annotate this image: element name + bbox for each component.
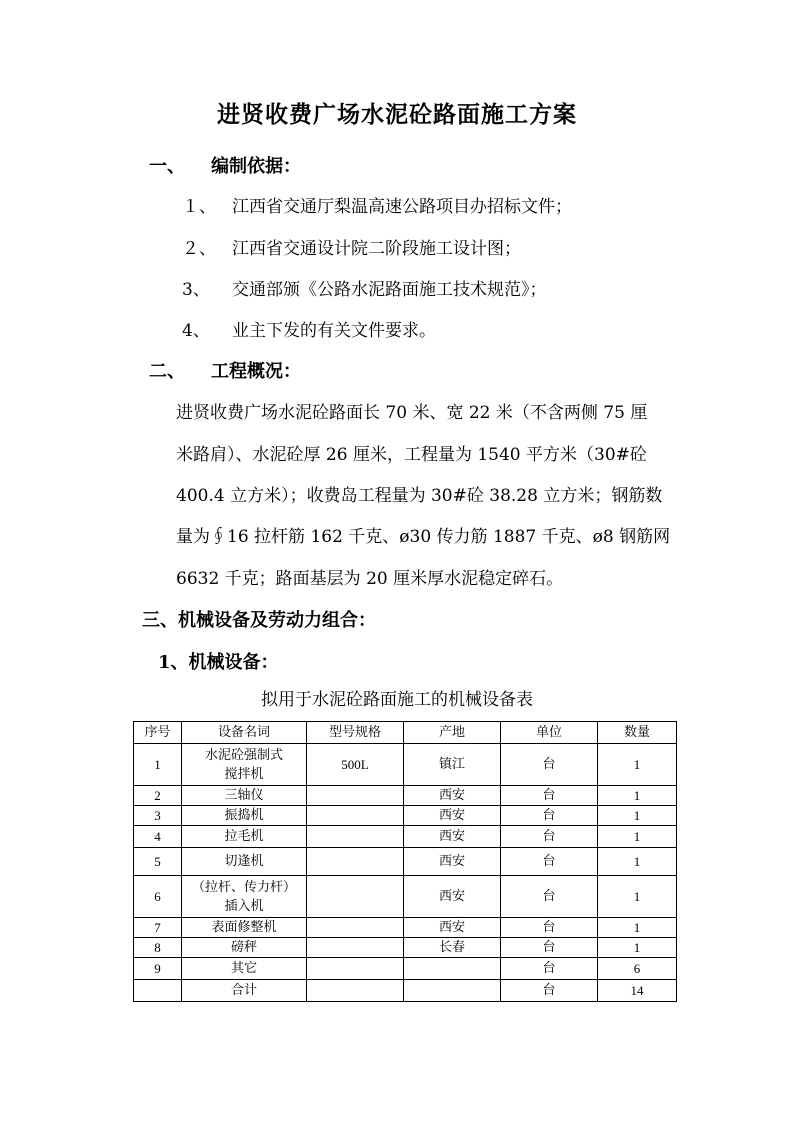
row-name: 其它: [182, 958, 307, 980]
overview-line-4: 量为∮16 拉杆筋 162 千克、ø30 传力筋 1887 千克、ø8 钢筋网: [176, 527, 671, 547]
basis-item-1: [182, 192, 572, 217]
row-model: [307, 876, 404, 918]
basis-item-2-number: ２、: [182, 239, 216, 259]
row-no: 6: [134, 876, 182, 918]
table-row: [134, 826, 677, 848]
row-qty: 6: [598, 958, 677, 980]
overview-line-1: 进贤收费广场水泥砼路面长 70 米、宽 22 米（不含两侧 75 厘: [176, 403, 648, 423]
row-origin: 西安: [404, 876, 501, 918]
row-qty: 1: [598, 786, 677, 806]
row-origin: 西安: [404, 826, 501, 848]
row-unit: 台: [501, 958, 598, 980]
column-header-model: 型号规格: [307, 722, 404, 744]
row-no: 7: [134, 918, 182, 938]
overview-line-5: 6632 千克；路面基层为 20 厘米厚水泥稳定碎石。: [176, 569, 564, 589]
basis-item-2-text: 江西省交通设计院二阶段施工设计图；: [232, 239, 521, 259]
row-name: 三轴仪: [182, 786, 307, 806]
row-qty: 1: [598, 744, 677, 786]
basis-item-4-number: 4、: [182, 321, 210, 341]
table-row: [134, 876, 677, 918]
row-model: [307, 826, 404, 848]
row-model: 500L: [307, 744, 404, 786]
row-qty: 1: [598, 918, 677, 938]
row-name: [182, 744, 307, 786]
row-name: 振捣机: [182, 806, 307, 826]
row-no: 3: [134, 806, 182, 826]
row-origin: 西安: [404, 848, 501, 876]
table-row: [134, 744, 677, 786]
table-row: [134, 848, 677, 876]
row-origin: 镇江: [404, 744, 501, 786]
row-no: 1: [134, 744, 182, 786]
table-row: [134, 918, 677, 938]
basis-item-1-text: 江西省交通厅梨温高速公路项目办招标文件；: [232, 197, 572, 217]
row-unit: 台: [501, 744, 598, 786]
section-1-number: 一、: [149, 156, 185, 177]
row-qty: 1: [598, 848, 677, 876]
section-2-number: 二、: [149, 361, 185, 382]
document-title: 进贤收费广场水泥砼路面施工方案: [217, 101, 577, 128]
row-unit: 台: [501, 876, 598, 918]
row-origin: 长春: [404, 938, 501, 958]
row-unit: 台: [501, 786, 598, 806]
row-name: 切逢机: [182, 848, 307, 876]
row-model: [307, 806, 404, 826]
row-qty: 1: [598, 876, 677, 918]
row-model: [307, 938, 404, 958]
row-name: 磅秤: [182, 938, 307, 958]
row-unit: 台: [501, 826, 598, 848]
basis-item-2: [182, 234, 521, 259]
row-unit: 台: [501, 980, 598, 1002]
table-caption: 拟用于水泥砼路面施工的机械设备表: [261, 690, 533, 710]
row-model: [307, 786, 404, 806]
row-no: [134, 980, 182, 1002]
row-name-line-1: 水泥砼强制式: [204, 747, 283, 763]
row-origin: 西安: [404, 806, 501, 826]
row-origin: 西安: [404, 918, 501, 938]
basis-item-3-text: 交通部颁《公路水泥路面施工技术规范》；: [232, 280, 547, 300]
row-origin: 西安: [404, 786, 501, 806]
section-2-heading: [149, 357, 301, 383]
row-model: [307, 958, 404, 980]
row-name-line-2: 插入机: [224, 898, 264, 914]
row-name: [182, 876, 307, 918]
row-name: 表面修整机: [182, 918, 307, 938]
table-row: [134, 958, 677, 980]
basis-item-1-number: １、: [182, 197, 216, 217]
row-name: 合计: [182, 980, 307, 1002]
section-1-heading: [149, 152, 301, 178]
row-name-line-2: 搅拌机: [224, 766, 264, 782]
basis-item-3-number: 3、: [182, 280, 210, 300]
row-no: 9: [134, 958, 182, 980]
row-unit: 台: [501, 918, 598, 938]
basis-item-4-text: 业主下发的有关文件要求。: [232, 321, 436, 341]
overview-line-2: 米路肩）、水泥砼厚 26 厘米，工程量为 1540 平方米（30#砼: [176, 445, 647, 465]
row-qty: 1: [598, 938, 677, 958]
table-row: [134, 938, 677, 958]
overview-line-3: 400.4 立方米）；收费岛工程量为 30#砼 38.28 立方米；钢筋数: [176, 486, 663, 506]
row-origin: [404, 958, 501, 980]
table-total-row: [134, 980, 677, 1002]
row-name: 拉毛机: [182, 826, 307, 848]
column-header-qty: 数量: [598, 722, 677, 744]
row-no: 8: [134, 938, 182, 958]
row-unit: 台: [501, 848, 598, 876]
row-model: [307, 918, 404, 938]
table-row: [134, 786, 677, 806]
basis-item-3: [182, 275, 547, 300]
column-header-no: 序号: [134, 722, 182, 744]
row-qty: 1: [598, 826, 677, 848]
row-no: 2: [134, 786, 182, 806]
table-header-row: [134, 722, 677, 744]
row-qty: 14: [598, 980, 677, 1002]
section-3-heading: 三、机械设备及劳动力组合：: [142, 610, 376, 631]
row-model: [307, 980, 404, 1002]
row-qty: 1: [598, 806, 677, 826]
column-header-unit: 单位: [501, 722, 598, 744]
column-header-origin: 产地: [404, 722, 501, 744]
row-no: 4: [134, 826, 182, 848]
row-unit: 台: [501, 806, 598, 826]
row-model: [307, 848, 404, 876]
section-1-title: 编制依据：: [211, 156, 301, 177]
section-2-title: 工程概况：: [211, 361, 301, 382]
table-row: [134, 806, 677, 826]
row-unit: 台: [501, 938, 598, 958]
row-no: 5: [134, 848, 182, 876]
equipment-table: [133, 721, 677, 1002]
row-origin: [404, 980, 501, 1002]
column-header-name: 设备名词: [182, 722, 307, 744]
basis-item-4: [182, 316, 436, 341]
row-name-line-1: （拉杆、传力杆）: [191, 879, 296, 895]
subsection-machinery-heading: 1、机械设备：: [158, 652, 279, 673]
